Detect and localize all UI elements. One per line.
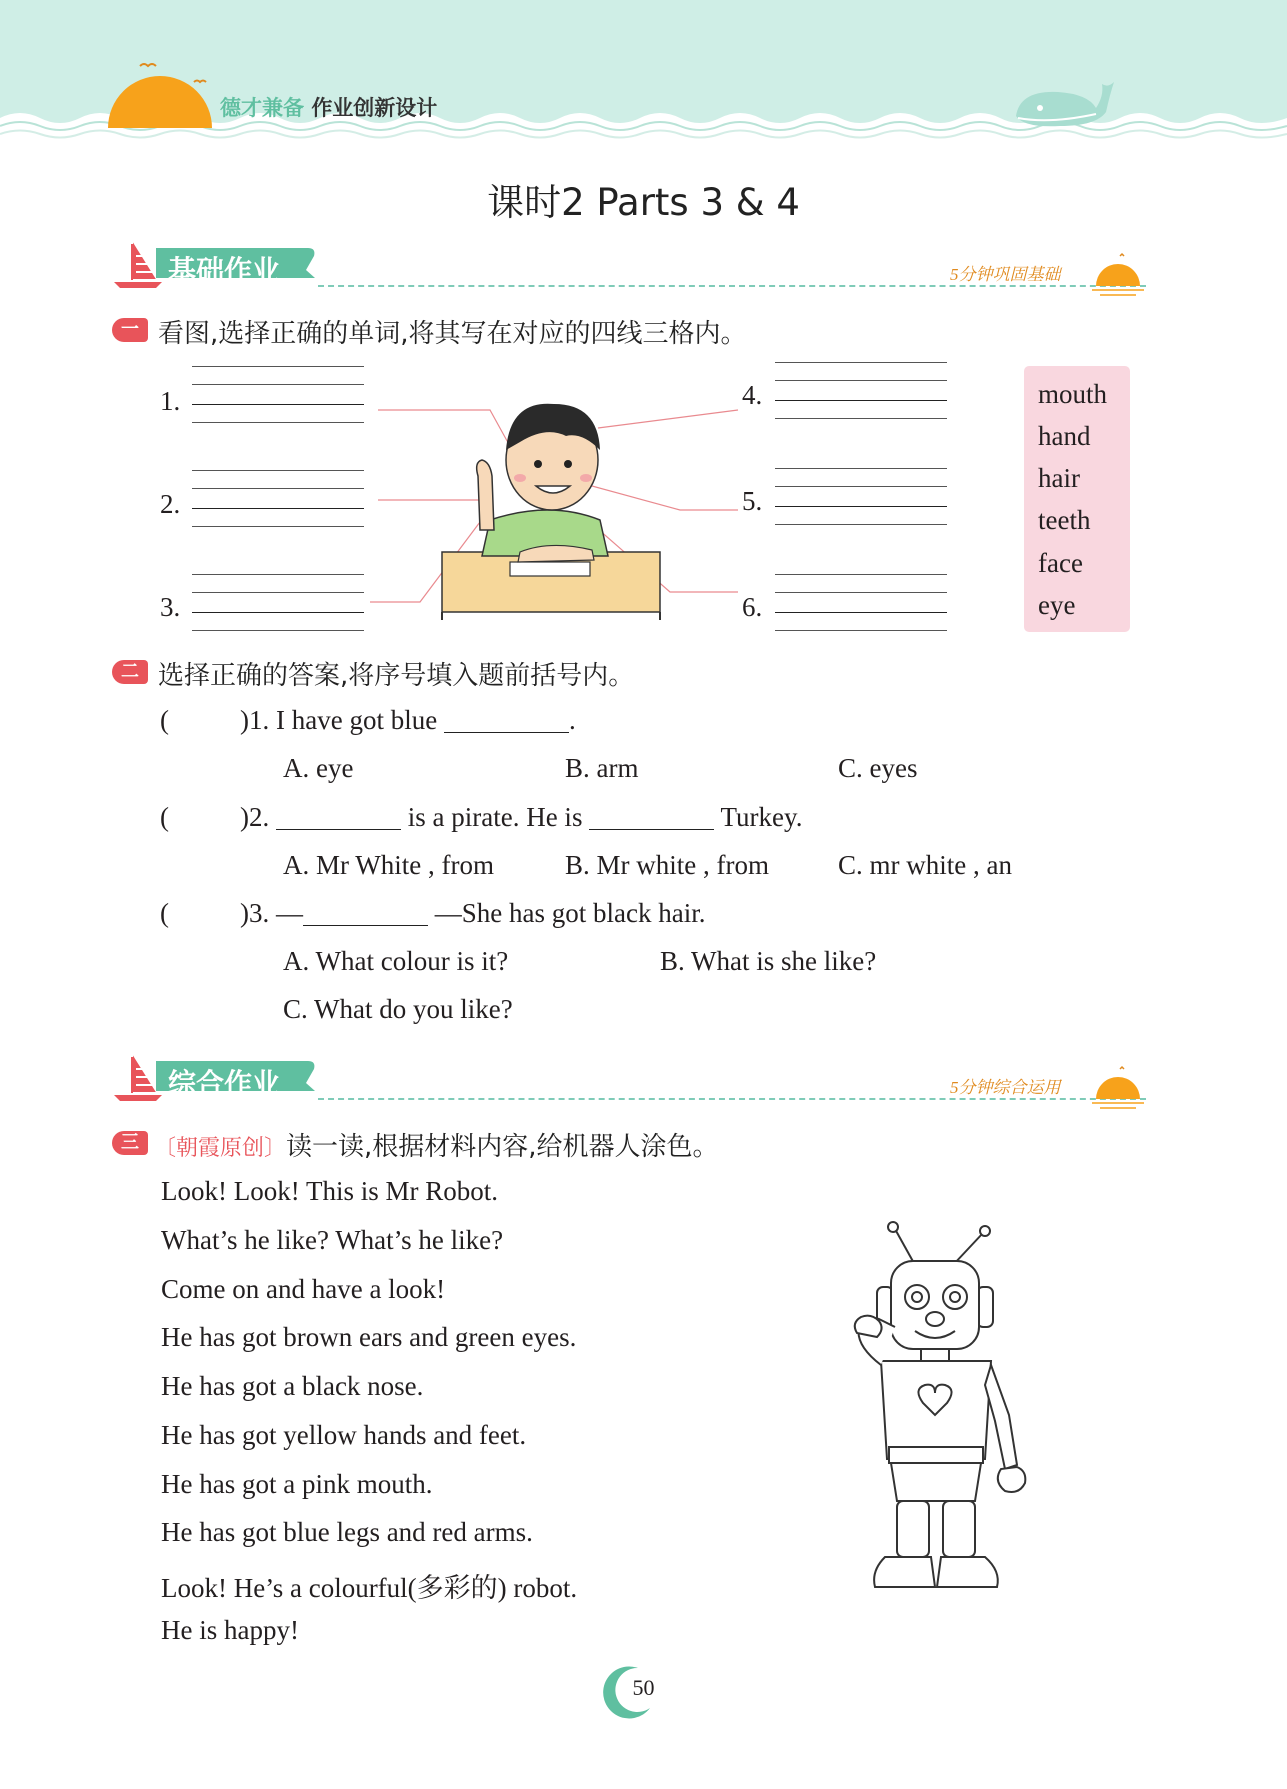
paren-close: ): [240, 898, 249, 928]
answer-blank[interactable]: [444, 706, 569, 733]
option-a[interactable]: A. What colour is it?: [283, 946, 509, 976]
stem-text: .: [568, 705, 576, 735]
section1-note: 5分钟巩固基础: [950, 265, 1061, 284]
option-c[interactable]: C. What do you like?: [283, 994, 513, 1024]
reading-line: Come on and have a look!: [161, 1274, 446, 1304]
word-bank-item: mouth: [1038, 379, 1108, 409]
section2-divider: [318, 1098, 1146, 1100]
section1-label: 基础作业: [168, 254, 281, 287]
option-c[interactable]: C. eyes: [838, 753, 918, 783]
q2-item2-paren-open[interactable]: (: [160, 802, 169, 832]
reading-line: Look! He’s a colourful(多彩的) robot.: [161, 1573, 578, 1603]
robot-coloring-illustration[interactable]: [835, 1215, 1045, 1605]
item-number-3: 3.: [160, 592, 181, 622]
q3-badge: 三: [112, 1131, 148, 1155]
brand-part1: 德才兼备: [220, 96, 304, 120]
answer-lines-2[interactable]: [192, 470, 364, 530]
reading-line: He has got a pink mouth.: [161, 1469, 433, 1499]
word-bank-item: eye: [1038, 590, 1076, 620]
reading-line: Look! Look! This is Mr Robot.: [161, 1176, 498, 1206]
item-number-2: 2.: [160, 489, 181, 519]
item-number-6: 6.: [742, 592, 763, 622]
q2-item2-stem: [240, 802, 802, 833]
lesson-title: 课时2 Parts 3 & 4: [487, 181, 800, 224]
option-a[interactable]: A. eye: [283, 753, 354, 783]
stem-text: —: [276, 898, 303, 928]
option-b[interactable]: B. arm: [565, 753, 639, 783]
section1-sun-icon: [1090, 252, 1150, 297]
stem-text: I have got blue: [276, 705, 438, 735]
section2-label: 综合作业: [168, 1067, 281, 1100]
paren-close: ): [240, 802, 249, 832]
q3-source: 〔朝霞原创〕: [154, 1136, 287, 1161]
answer-lines-3[interactable]: [192, 574, 364, 634]
stem-text: Turkey.: [720, 802, 803, 832]
q2-badge: 二: [112, 660, 148, 684]
reading-line: What’s he like? What’s he like?: [161, 1225, 504, 1255]
q2-item1-paren-open[interactable]: (: [160, 705, 169, 735]
brand-part2: 作业创新设计: [311, 96, 438, 120]
option-c[interactable]: C. mr white , an: [838, 850, 1012, 880]
word-bank-item: hair: [1038, 463, 1080, 493]
section2-sun-icon: [1090, 1065, 1150, 1110]
section2-note: 5分钟综合运用: [950, 1078, 1061, 1097]
word-bank-item: hand: [1038, 421, 1091, 451]
reading-line: He has got brown ears and green eyes.: [161, 1322, 577, 1352]
item-number: 1.: [249, 705, 270, 735]
answer-lines-4[interactable]: [775, 362, 947, 422]
q2-item3-stem: [240, 898, 705, 929]
sun-icon: [100, 60, 220, 130]
reading-line: He has got blue legs and red arms.: [161, 1517, 533, 1547]
q2-instruction: 选择正确的答案,将序号填入题前括号内。: [158, 661, 635, 691]
answer-lines-5[interactable]: [775, 468, 947, 528]
item-number: 3.: [249, 898, 270, 928]
paren-close: ): [240, 705, 249, 735]
q2-item1-stem: [240, 705, 576, 736]
q2-item3-paren-open[interactable]: (: [160, 898, 169, 928]
item-number-1: 1.: [160, 386, 181, 416]
item-number: 2.: [249, 802, 270, 832]
answer-lines-1[interactable]: [192, 366, 364, 426]
whale-icon: [1010, 76, 1115, 132]
stem-text: —She has got black hair.: [434, 898, 706, 928]
section1-divider: [318, 285, 1146, 287]
page-number: 50: [632, 1675, 655, 1700]
answer-blank[interactable]: [303, 899, 428, 926]
q1-badge: 一: [112, 318, 148, 342]
word-bank-item: teeth: [1038, 505, 1091, 535]
q3-header: [154, 1126, 719, 1163]
q3-instruction: 读一读,根据材料内容,给机器人涂色。: [286, 1132, 719, 1162]
reading-line: He has got a black nose.: [161, 1371, 424, 1401]
item-number-5: 5.: [742, 486, 763, 516]
option-a[interactable]: A. Mr White , from: [283, 850, 494, 880]
answer-lines-6[interactable]: [775, 574, 947, 634]
option-b[interactable]: B. Mr white , from: [565, 850, 769, 880]
option-b[interactable]: B. What is she like?: [660, 946, 877, 976]
answer-blank[interactable]: [276, 803, 401, 830]
stem-text: is a pirate. He is: [407, 802, 583, 832]
reading-line: He has got yellow hands and feet.: [161, 1420, 527, 1450]
q1-instruction: 看图,选择正确的单词,将其写在对应的四线三格内。: [158, 319, 747, 349]
brand-title: [220, 92, 437, 122]
answer-blank[interactable]: [589, 803, 714, 830]
item-number-4: 4.: [742, 380, 763, 410]
word-bank-item: face: [1038, 548, 1083, 578]
boy-at-desk-illustration: [370, 380, 750, 625]
reading-line: He is happy!: [161, 1615, 299, 1645]
